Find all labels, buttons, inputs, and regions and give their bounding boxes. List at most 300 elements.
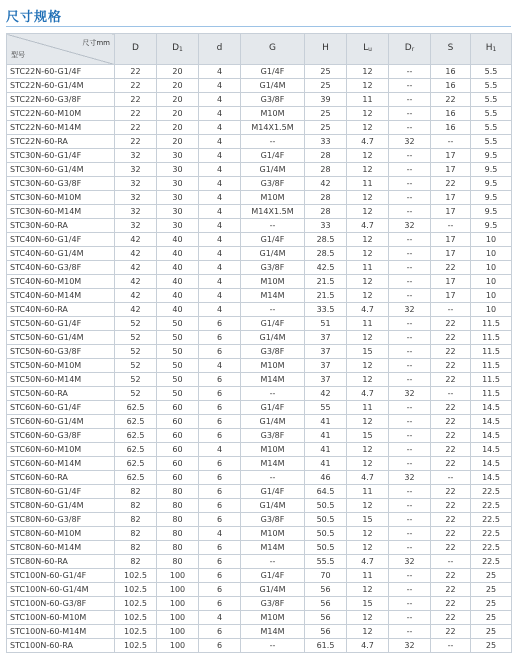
table-cell: 32 [115, 219, 157, 233]
table-cell: 50.5 [305, 513, 347, 527]
table-cell: M14M [241, 541, 305, 555]
table-cell: 12 [347, 107, 389, 121]
table-cell: 56 [305, 625, 347, 639]
column-header: D [115, 34, 157, 65]
table-cell: 40 [157, 303, 199, 317]
table-cell: -- [389, 107, 431, 121]
table-cell: 12 [347, 79, 389, 93]
table-cell: 4 [199, 527, 241, 541]
table-cell: 16 [431, 107, 471, 121]
table-cell: 20 [157, 65, 199, 79]
table-row [7, 527, 512, 541]
column-header: $H_1$ [471, 34, 512, 65]
table-cell: -- [389, 513, 431, 527]
table-row [7, 205, 512, 219]
column-header: S [431, 34, 471, 65]
table-cell: 17 [431, 275, 471, 289]
table-cell: 40 [157, 261, 199, 275]
table-cell: G1/4M [241, 79, 305, 93]
table-cell: G1/4F [241, 149, 305, 163]
table-cell: 12 [347, 583, 389, 597]
table-cell: 22 [431, 513, 471, 527]
table-cell: 12 [347, 443, 389, 457]
table-cell: 12 [347, 247, 389, 261]
table-cell: 20 [157, 107, 199, 121]
model-cell: STC40N-60-RA [7, 303, 115, 317]
model-cell: STC40N-60-G1/4F [7, 233, 115, 247]
table-cell: 12 [347, 373, 389, 387]
table-cell: 40 [157, 275, 199, 289]
table-cell: 32 [389, 555, 431, 569]
table-cell: 9.5 [471, 219, 512, 233]
table-row [7, 65, 512, 79]
table-cell: M14X1.5M [241, 205, 305, 219]
table-cell: 28.5 [305, 247, 347, 261]
table-cell: 6 [199, 569, 241, 583]
table-cell: 32 [115, 149, 157, 163]
table-cell: G1/4F [241, 569, 305, 583]
table-cell: 25 [471, 611, 512, 625]
table-cell: 32 [389, 219, 431, 233]
table-cell: 32 [115, 191, 157, 205]
table-cell: -- [389, 205, 431, 219]
model-cell: STC22N-60-G3/8F [7, 93, 115, 107]
model-cell: STC100N-60-RA [7, 639, 115, 653]
table-cell: -- [389, 429, 431, 443]
table-cell: 22 [115, 135, 157, 149]
table-row [7, 513, 512, 527]
table-cell: 6 [199, 597, 241, 611]
table-cell: 22 [431, 373, 471, 387]
table-cell: 14.5 [471, 471, 512, 485]
table-cell: G3/8F [241, 429, 305, 443]
table-cell: 17 [431, 289, 471, 303]
table-cell: 6 [199, 513, 241, 527]
table-cell: -- [389, 261, 431, 275]
table-cell: 32 [389, 639, 431, 653]
table-cell: 41 [305, 457, 347, 471]
table-cell: 12 [347, 233, 389, 247]
table-cell: 40 [157, 233, 199, 247]
model-cell: STC22N-60-RA [7, 135, 115, 149]
table-cell: 10 [471, 275, 512, 289]
table-cell: 52 [115, 317, 157, 331]
table-cell: 22 [431, 345, 471, 359]
table-row [7, 219, 512, 233]
table-cell: G3/8F [241, 597, 305, 611]
table-cell: -- [389, 443, 431, 457]
table-cell: 4 [199, 261, 241, 275]
table-cell: -- [389, 191, 431, 205]
table-row [7, 387, 512, 401]
model-cell: STC30N-60-G3/8F [7, 177, 115, 191]
table-cell: 50.5 [305, 527, 347, 541]
table-cell: -- [389, 79, 431, 93]
table-cell: 6 [199, 387, 241, 401]
table-cell: -- [389, 121, 431, 135]
table-cell: G3/8F [241, 345, 305, 359]
table-cell: 11.5 [471, 373, 512, 387]
table-cell: 6 [199, 625, 241, 639]
model-cell: STC40N-60-M10M [7, 275, 115, 289]
table-cell: 22 [431, 625, 471, 639]
table-cell: 80 [157, 485, 199, 499]
table-cell: M14M [241, 457, 305, 471]
table-cell: -- [389, 457, 431, 471]
table-cell: -- [389, 275, 431, 289]
model-cell: STC50N-60-M10M [7, 359, 115, 373]
table-cell: 6 [199, 541, 241, 555]
model-cell: STC100N-60-G1/4M [7, 583, 115, 597]
model-cell: STC100N-60-G1/4F [7, 569, 115, 583]
table-cell: 62.5 [115, 415, 157, 429]
table-cell: 22.5 [471, 485, 512, 499]
table-cell: 25 [305, 121, 347, 135]
table-cell: 28 [305, 191, 347, 205]
table-cell: 4 [199, 219, 241, 233]
model-cell: STC22N-60-G1/4M [7, 79, 115, 93]
table-row [7, 625, 512, 639]
table-cell: 22.5 [471, 527, 512, 541]
table-cell: 25 [471, 569, 512, 583]
table-cell: 4 [199, 205, 241, 219]
model-cell: STC22N-60-G1/4F [7, 65, 115, 79]
table-cell: M10M [241, 611, 305, 625]
table-cell: 12 [347, 499, 389, 513]
table-cell: 14.5 [471, 401, 512, 415]
table-cell: 37 [305, 359, 347, 373]
table-cell: M10M [241, 443, 305, 457]
table-cell: 12 [347, 121, 389, 135]
table-cell: 22 [431, 527, 471, 541]
column-header: $D_r$ [389, 34, 431, 65]
table-cell: 11 [347, 93, 389, 107]
table-cell: -- [389, 233, 431, 247]
table-row [7, 345, 512, 359]
table-cell: -- [431, 471, 471, 485]
table-cell: 41 [305, 443, 347, 457]
table-cell: 4 [199, 443, 241, 457]
table-cell: 80 [157, 499, 199, 513]
table-cell: -- [389, 373, 431, 387]
column-header: $D_1$ [157, 34, 199, 65]
table-cell: 32 [389, 471, 431, 485]
table-cell: 32 [115, 163, 157, 177]
model-cell: STC50N-60-G1/4M [7, 331, 115, 345]
table-cell: 32 [389, 135, 431, 149]
spec-table [6, 33, 512, 653]
table-cell: 9.5 [471, 177, 512, 191]
table-cell: 16 [431, 79, 471, 93]
table-cell: 11 [347, 261, 389, 275]
table-cell: 82 [115, 555, 157, 569]
table-row [7, 611, 512, 625]
table-cell: 70 [305, 569, 347, 583]
table-cell: 55.5 [305, 555, 347, 569]
table-cell: -- [389, 597, 431, 611]
table-cell: 100 [157, 569, 199, 583]
table-cell: 62.5 [115, 429, 157, 443]
table-cell: 22.5 [471, 513, 512, 527]
table-cell: 25 [471, 583, 512, 597]
table-cell: 5.5 [471, 65, 512, 79]
table-row [7, 639, 512, 653]
table-cell: 42 [115, 233, 157, 247]
table-cell: 61.5 [305, 639, 347, 653]
table-cell: 102.5 [115, 583, 157, 597]
table-cell: -- [389, 541, 431, 555]
table-cell: 32 [389, 303, 431, 317]
table-cell: 14.5 [471, 415, 512, 429]
model-cell: STC60N-60-RA [7, 471, 115, 485]
table-cell: 60 [157, 443, 199, 457]
table-row [7, 135, 512, 149]
table-cell: 11.5 [471, 345, 512, 359]
table-cell: 14.5 [471, 429, 512, 443]
table-cell: -- [431, 135, 471, 149]
table-cell: G1/4M [241, 415, 305, 429]
table-cell: G3/8F [241, 513, 305, 527]
table-cell: 62.5 [115, 401, 157, 415]
table-cell: 60 [157, 457, 199, 471]
table-cell: -- [389, 93, 431, 107]
model-cell: STC30N-60-G1/4M [7, 163, 115, 177]
table-cell: 82 [115, 485, 157, 499]
table-cell: 22 [431, 401, 471, 415]
table-cell: 4 [199, 149, 241, 163]
table-cell: 6 [199, 555, 241, 569]
table-cell: 22.5 [471, 555, 512, 569]
table-cell: 6 [199, 401, 241, 415]
table-cell: 12 [347, 149, 389, 163]
table-cell: 80 [157, 555, 199, 569]
table-cell: 4 [199, 359, 241, 373]
table-cell: 22 [115, 121, 157, 135]
table-cell: 33 [305, 135, 347, 149]
table-row [7, 569, 512, 583]
model-cell: STC80N-60-M14M [7, 541, 115, 555]
table-cell: 42 [305, 177, 347, 191]
table-cell: 12 [347, 415, 389, 429]
table-row [7, 191, 512, 205]
table-cell: 4 [199, 247, 241, 261]
table-header-row [7, 34, 512, 65]
table-cell: -- [389, 149, 431, 163]
table-cell: 22 [431, 331, 471, 345]
table-cell: 11 [347, 177, 389, 191]
table-cell: 40 [157, 289, 199, 303]
table-cell: 6 [199, 639, 241, 653]
table-cell: 42 [115, 261, 157, 275]
table-cell: -- [241, 219, 305, 233]
table-cell: 25 [305, 65, 347, 79]
table-cell: 10 [471, 247, 512, 261]
model-cell: STC30N-60-M14M [7, 205, 115, 219]
table-cell: 4.7 [347, 639, 389, 653]
table-cell: -- [389, 569, 431, 583]
table-cell: 16 [431, 121, 471, 135]
table-cell: 102.5 [115, 597, 157, 611]
table-cell: 100 [157, 625, 199, 639]
model-cell: STC80N-60-G1/4M [7, 499, 115, 513]
table-cell: 33 [305, 219, 347, 233]
table-row [7, 597, 512, 611]
table-cell: 6 [199, 583, 241, 597]
table-cell: 60 [157, 415, 199, 429]
table-cell: 22 [431, 499, 471, 513]
table-cell: 56 [305, 611, 347, 625]
table-cell: 6 [199, 457, 241, 471]
table-cell: 52 [115, 373, 157, 387]
table-cell: 4.7 [347, 471, 389, 485]
table-row [7, 121, 512, 135]
table-cell: 28.5 [305, 233, 347, 247]
table-cell: 12 [347, 163, 389, 177]
table-cell: -- [389, 401, 431, 415]
table-row [7, 415, 512, 429]
table-cell: 20 [157, 121, 199, 135]
table-row [7, 485, 512, 499]
table-cell: 30 [157, 163, 199, 177]
table-row [7, 429, 512, 443]
table-cell: 10 [471, 233, 512, 247]
table-cell: 11 [347, 569, 389, 583]
table-cell: M14M [241, 289, 305, 303]
model-cell: STC50N-60-G3/8F [7, 345, 115, 359]
table-cell: 12 [347, 359, 389, 373]
table-cell: 30 [157, 219, 199, 233]
table-cell: 64.5 [305, 485, 347, 499]
model-cell: STC30N-60-RA [7, 219, 115, 233]
table-cell: 50 [157, 373, 199, 387]
table-cell: 10 [471, 261, 512, 275]
table-cell: G1/4F [241, 401, 305, 415]
table-row [7, 233, 512, 247]
table-cell: 51 [305, 317, 347, 331]
table-cell: 32 [389, 387, 431, 401]
table-cell: 5.5 [471, 107, 512, 121]
table-cell: 62.5 [115, 443, 157, 457]
table-cell: 50 [157, 345, 199, 359]
table-cell: 39 [305, 93, 347, 107]
table-cell: 10 [471, 289, 512, 303]
table-row [7, 541, 512, 555]
table-cell: 4 [199, 107, 241, 121]
table-cell: 62.5 [115, 457, 157, 471]
table-cell: -- [389, 289, 431, 303]
table-cell: 30 [157, 191, 199, 205]
model-cell: STC50N-60-RA [7, 387, 115, 401]
table-cell: 25 [471, 625, 512, 639]
table-cell: G1/4F [241, 233, 305, 247]
table-cell: 4.7 [347, 555, 389, 569]
model-cell: STC40N-60-G3/8F [7, 261, 115, 275]
table-cell: 50.5 [305, 541, 347, 555]
table-cell: 100 [157, 611, 199, 625]
table-cell: M10M [241, 527, 305, 541]
table-cell: 9.5 [471, 191, 512, 205]
table-cell: M14M [241, 625, 305, 639]
table-cell: 14.5 [471, 457, 512, 471]
table-row [7, 247, 512, 261]
table-row [7, 79, 512, 93]
table-cell: 22 [115, 79, 157, 93]
table-cell: 6 [199, 317, 241, 331]
table-cell: 22 [431, 429, 471, 443]
table-cell: 42 [305, 387, 347, 401]
table-cell: 22 [431, 583, 471, 597]
table-cell: 17 [431, 247, 471, 261]
table-cell: 22 [431, 457, 471, 471]
table-row [7, 107, 512, 121]
table-cell: 6 [199, 373, 241, 387]
table-cell: 60 [157, 429, 199, 443]
table-cell: 25 [305, 107, 347, 121]
table-cell: -- [241, 387, 305, 401]
model-cell: STC50N-60-G1/4F [7, 317, 115, 331]
table-cell: 11.5 [471, 331, 512, 345]
table-cell: 4.7 [347, 135, 389, 149]
model-cell: STC80N-60-M10M [7, 527, 115, 541]
table-cell: 12 [347, 457, 389, 471]
table-cell: -- [389, 359, 431, 373]
table-cell: 12 [347, 191, 389, 205]
table-cell: 14.5 [471, 443, 512, 457]
table-cell: M10M [241, 275, 305, 289]
table-cell: 15 [347, 597, 389, 611]
table-cell: 12 [347, 65, 389, 79]
table-cell: 22 [431, 359, 471, 373]
model-cell: STC80N-60-G3/8F [7, 513, 115, 527]
table-cell: 11 [347, 317, 389, 331]
table-cell: 60 [157, 401, 199, 415]
table-cell: 17 [431, 205, 471, 219]
table-cell: 25 [305, 79, 347, 93]
table-cell: 4 [199, 93, 241, 107]
table-row [7, 317, 512, 331]
table-cell: 80 [157, 541, 199, 555]
table-cell: 82 [115, 499, 157, 513]
table-cell: 4 [199, 275, 241, 289]
table-cell: 56 [305, 597, 347, 611]
table-cell: 22 [431, 597, 471, 611]
table-row [7, 373, 512, 387]
table-cell: 42 [115, 303, 157, 317]
table-cell: 12 [347, 541, 389, 555]
column-header: H [305, 34, 347, 65]
table-cell: 16 [431, 65, 471, 79]
table-cell: 50 [157, 317, 199, 331]
table-cell: 22.5 [471, 541, 512, 555]
column-header: G [241, 34, 305, 65]
table-row [7, 303, 512, 317]
table-cell: 15 [347, 345, 389, 359]
table-cell: 22 [115, 107, 157, 121]
table-cell: -- [431, 387, 471, 401]
table-cell: 9.5 [471, 163, 512, 177]
table-cell: 12 [347, 611, 389, 625]
table-cell: 52 [115, 387, 157, 401]
table-cell: 10 [471, 303, 512, 317]
table-cell: 42 [115, 247, 157, 261]
table-cell: G3/8F [241, 261, 305, 275]
table-cell: 9.5 [471, 205, 512, 219]
table-cell: 21.5 [305, 275, 347, 289]
table-cell: 22 [431, 93, 471, 107]
unit-label: 尺寸mm [82, 39, 110, 47]
table-cell: 41 [305, 415, 347, 429]
table-cell: -- [389, 163, 431, 177]
